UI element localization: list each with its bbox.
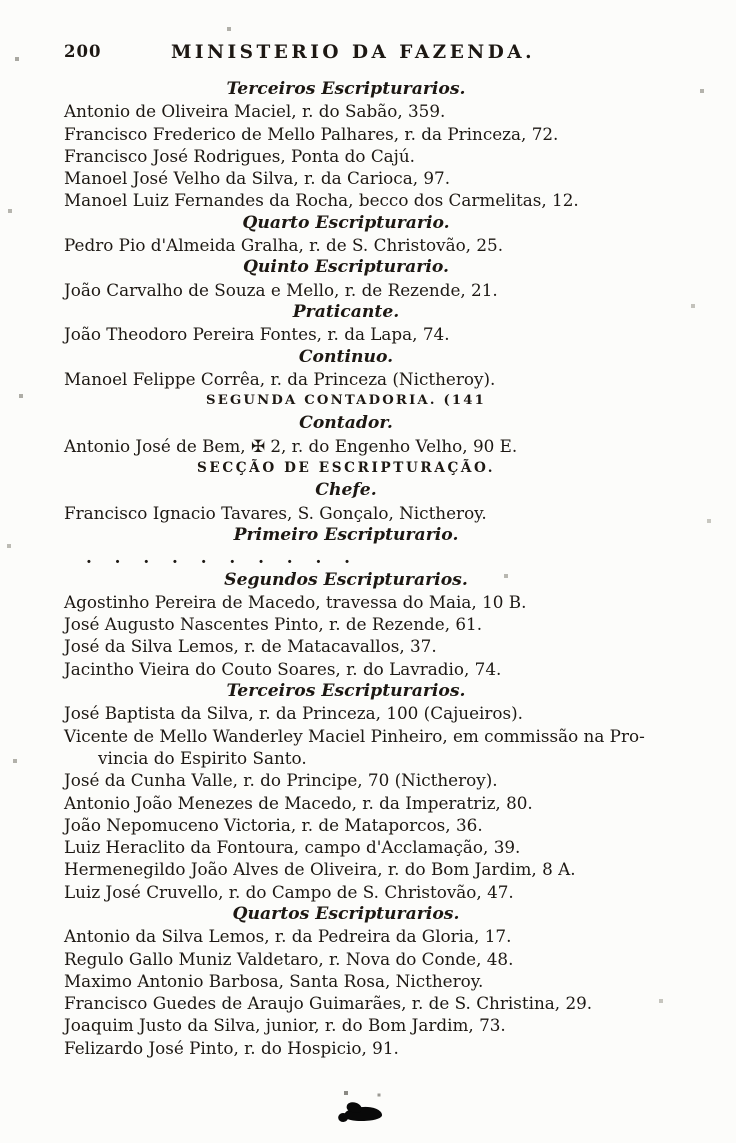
list-item (64, 1014, 688, 1036)
list-item (64, 948, 688, 970)
entry-continuation: vincia do Espirito Santo. (98, 747, 307, 768)
list-item (64, 814, 688, 836)
list-item (64, 123, 688, 145)
entry-text: Vicente de Mello Wanderley Maciel Pinheiro, em commissão na Pro- (64, 725, 645, 746)
section-heading: Continuo. (298, 346, 394, 367)
page-title: MINISTERIO DA FAZENDA. (170, 42, 536, 63)
roster-section (64, 346, 688, 391)
section-heading: Terceiros Escripturarios. (226, 79, 466, 99)
section-heading: Primeiro Escripturario. (233, 524, 459, 545)
entry-text: Francisco Frederico de Mello Palhares, r. da Princeza, 72. (64, 123, 559, 144)
list-item (64, 702, 688, 724)
entry-text: Antonio da Silva Lemos, r. da Pedreira da Gloria, 17. (64, 926, 512, 947)
entry-text: Felizardo José Pinto, r. do Hospicio, 91. (64, 1037, 399, 1058)
roster-section (64, 78, 688, 212)
list-item (64, 725, 688, 770)
entry-text: Antonio de Oliveira Maciel, r. do Sabão, 359. (64, 101, 446, 122)
section-heading: Quartos Escripturarios. (232, 903, 460, 924)
section-heading: Quinto Escripturario. (242, 257, 450, 278)
list-item (64, 279, 688, 301)
roster-section (64, 390, 688, 457)
entry-text: João Theodoro Pereira Fontes, r. da Lapa, 74. (64, 324, 450, 345)
section-heading: Quarto Escripturario. (242, 212, 450, 233)
list-item (64, 769, 688, 791)
list-item (64, 925, 688, 947)
list-item (64, 167, 688, 189)
directory-roster (0, 68, 736, 1059)
roster-section (64, 457, 688, 524)
entry-text: José Baptista da Silva, r. da Princeza, 100 (Cajueiros). (64, 703, 524, 724)
entry-text: Agostinho Pereira de Macedo, travessa do Maia, 10 B. (64, 591, 527, 612)
roster-section (64, 301, 688, 346)
roster-section (64, 569, 688, 680)
entry-text: Antonio João Menezes de Macedo, r. da Imperatriz, 80. (64, 792, 533, 813)
list-item (64, 323, 688, 345)
list-item (64, 881, 688, 903)
list-item (64, 836, 688, 858)
entry-text: Manoel José Velho da Silva, r. da Carioca, 97. (64, 168, 451, 189)
list-item (64, 792, 688, 814)
ink-blot-mark (344, 1106, 383, 1122)
roster-section (64, 680, 688, 903)
vacancy-dots: . . . . . . . . . . (86, 547, 352, 568)
entry-text: Jacintho Vieira do Couto Soares, r. do Lavradio, 74. (64, 658, 502, 679)
list-item (64, 658, 688, 680)
entry-text: Hermenegildo João Alves de Oliveira, r. do Bom Jardim, 8 A. (64, 859, 576, 880)
list-item (64, 502, 688, 524)
entry-text: Luiz José Cruvello, r. do Campo de S. Christovão, 47. (64, 881, 514, 902)
list-item (64, 145, 688, 167)
list-item (64, 591, 688, 613)
entry-text: Francisco José Rodrigues, Ponta do Cajú. (64, 145, 416, 166)
entry-text: Francisco Ignacio Tavares, S. Gonçalo, Nictheroy. (64, 502, 487, 523)
roster-section (64, 256, 688, 301)
department-heading: SEGUNDA CONTADORIA. (141 (205, 393, 487, 409)
entry-text: Maximo Antonio Barbosa, Santa Rosa, Nictheroy. (64, 970, 484, 991)
section-heading: Contador. (299, 413, 393, 434)
list-item (64, 435, 688, 457)
department-heading: SECÇÃO DE ESCRIPTURAÇÃO. (196, 460, 496, 477)
roster-section (64, 903, 688, 1059)
entry-text: Manoel Felippe Corrêa, r. da Princeza (Nictheroy). (64, 368, 496, 389)
entry-text: José da Cunha Valle, r. do Principe, 70 (Nictheroy). (64, 770, 498, 791)
list-item (64, 189, 688, 211)
list-item (64, 858, 688, 880)
list-item (64, 1037, 688, 1059)
entry-text: Joaquim Justo da Silva, junior, r. do Bom Jardim, 73. (64, 1015, 506, 1036)
list-item (64, 970, 688, 992)
list-item (64, 234, 688, 256)
entry-text: Francisco Guedes de Araujo Guimarães, r. de S. Christina, 29. (64, 993, 593, 1014)
roster-section (64, 212, 688, 257)
list-item (64, 992, 688, 1014)
page-number: 200 (64, 42, 102, 61)
entry-text: José da Silva Lemos, r. de Matacavallos, 37. (64, 636, 437, 657)
entry-text: João Nepomuceno Victoria, r. de Mataporcos, 36. (64, 814, 483, 835)
entry-text: Antonio José de Bem, ✠ 2, r. do Engenho Velho, 90 E. (64, 435, 518, 456)
section-heading: Praticante. (292, 301, 400, 322)
roster-section (64, 524, 688, 569)
entry-text: Manoel Luiz Fernandes da Rocha, becco dos Carmelitas, 12. (64, 190, 579, 211)
entry-text: Regulo Gallo Muniz Valdetaro, r. Nova do Conde, 48. (64, 948, 514, 969)
entry-text: João Carvalho de Souza e Mello, r. de Rezende, 21. (64, 279, 498, 300)
list-item (64, 100, 688, 122)
section-heading: Chefe. (315, 480, 377, 501)
section-heading: Terceiros Escripturarios. (226, 681, 466, 702)
list-item (64, 613, 688, 635)
entry-text: Pedro Pio d'Almeida Gralha, r. de S. Christovão, 25. (64, 235, 504, 256)
entry-text: José Augusto Nascentes Pinto, r. de Rezende, 61. (64, 614, 483, 635)
list-item (64, 635, 688, 657)
entry-text: Luiz Heraclito da Fontoura, campo d'Acclamação, 39. (64, 837, 521, 858)
page-header (0, 0, 736, 68)
list-item (64, 368, 688, 390)
section-heading: Segundos Escripturarios. (224, 569, 468, 590)
